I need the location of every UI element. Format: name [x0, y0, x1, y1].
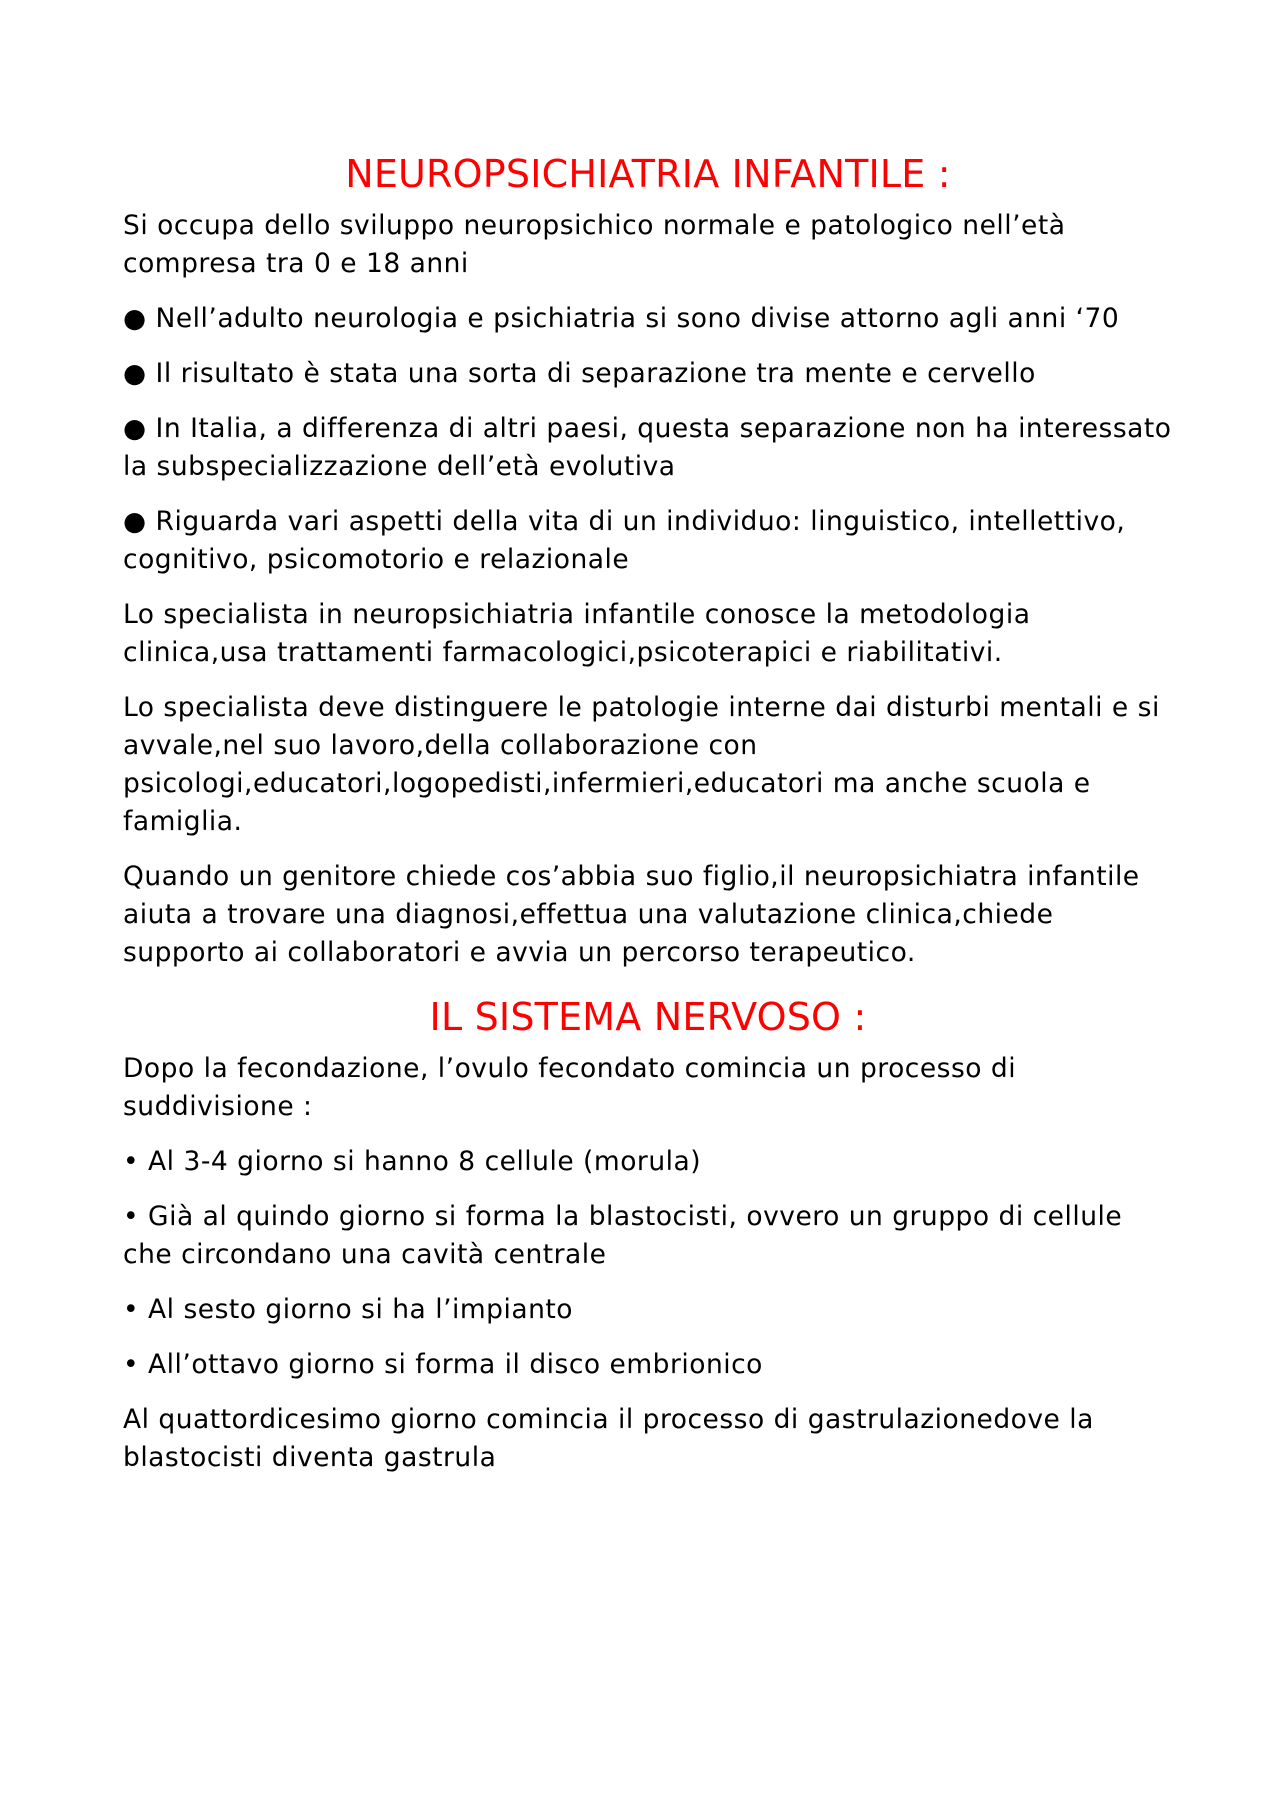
bullet-italy: ● In Italia, a differenza di altri paesi, questa separazione non ha interessato la subspecializzazione dell’età evolutiva: [123, 413, 1172, 482]
heading-sistema-nervoso: IL SISTEMA NERVOSO :: [429, 995, 867, 1039]
paragraph-specialist-methodology: Lo specialista in neuropsichiatria infantile conosce la metodologia clinica,usa trattamenti farmacologici,psicoterapici e riabilitativi.: [123, 599, 1031, 668]
heading-neuropsichiatria-infantile: NEUROPSICHIATRIA INFANTILE :: [345, 152, 951, 196]
bullet-morula: • Al 3-4 giorno si hanno 8 cellule (morula): [123, 1146, 702, 1177]
paragraph-definition: Si occupa dello sviluppo neuropsichico normale e patologico nell’età compresa tra 0 e 18 anni: [123, 210, 1066, 279]
document-page: [123, 147, 1173, 1494]
bullet-mind-brain-separation: ● Il risultato è stata una sorta di separazione tra mente e cervello: [123, 358, 1036, 389]
paragraph-specialist-collaboration: Lo specialista deve distinguere le patologie interne dai disturbi mentali e si avvale,nel suo lavoro,della collaborazione con psicologi,educatori,logopedisti,infermieri,educatori ma anche scuola e famiglia.: [123, 692, 1160, 837]
bullet-impianto: • Al sesto giorno si ha l’impianto: [123, 1294, 574, 1325]
paragraph-fecondazione: Dopo la fecondazione, l’ovulo fecondato comincia un processo di suddivisione :: [123, 1053, 1017, 1122]
bullet-disco-embrionico: • All’ottavo giorno si forma il disco embrionico: [123, 1349, 763, 1380]
bullet-adult-division: ● Nell’adulto neurologia e psichiatria si sono divise attorno agli anni ‘70: [123, 303, 1120, 334]
bullet-blastocisti: • Già al quindo giorno si forma la blastocisti, ovvero un gruppo di cellule che circondano una cavità centrale: [123, 1201, 1123, 1270]
paragraph-parent-question: Quando un genitore chiede cos’abbia suo figlio,il neuropsichiatra infantile aiuta a trovare una diagnosi,effettua una valutazione clinica,chiede supporto ai collaboratori e avvia un percorso terapeutico.: [123, 861, 1140, 968]
bullet-aspects: ● Riguarda vari aspetti della vita di un individuo: linguistico, intellettivo, cognitivo, psicomotorio e relazionale: [123, 506, 1126, 575]
paragraph-gastrulazione: Al quattordicesimo giorno comincia il processo di gastrulazionedove la blastocisti diventa gastrula: [123, 1404, 1094, 1473]
